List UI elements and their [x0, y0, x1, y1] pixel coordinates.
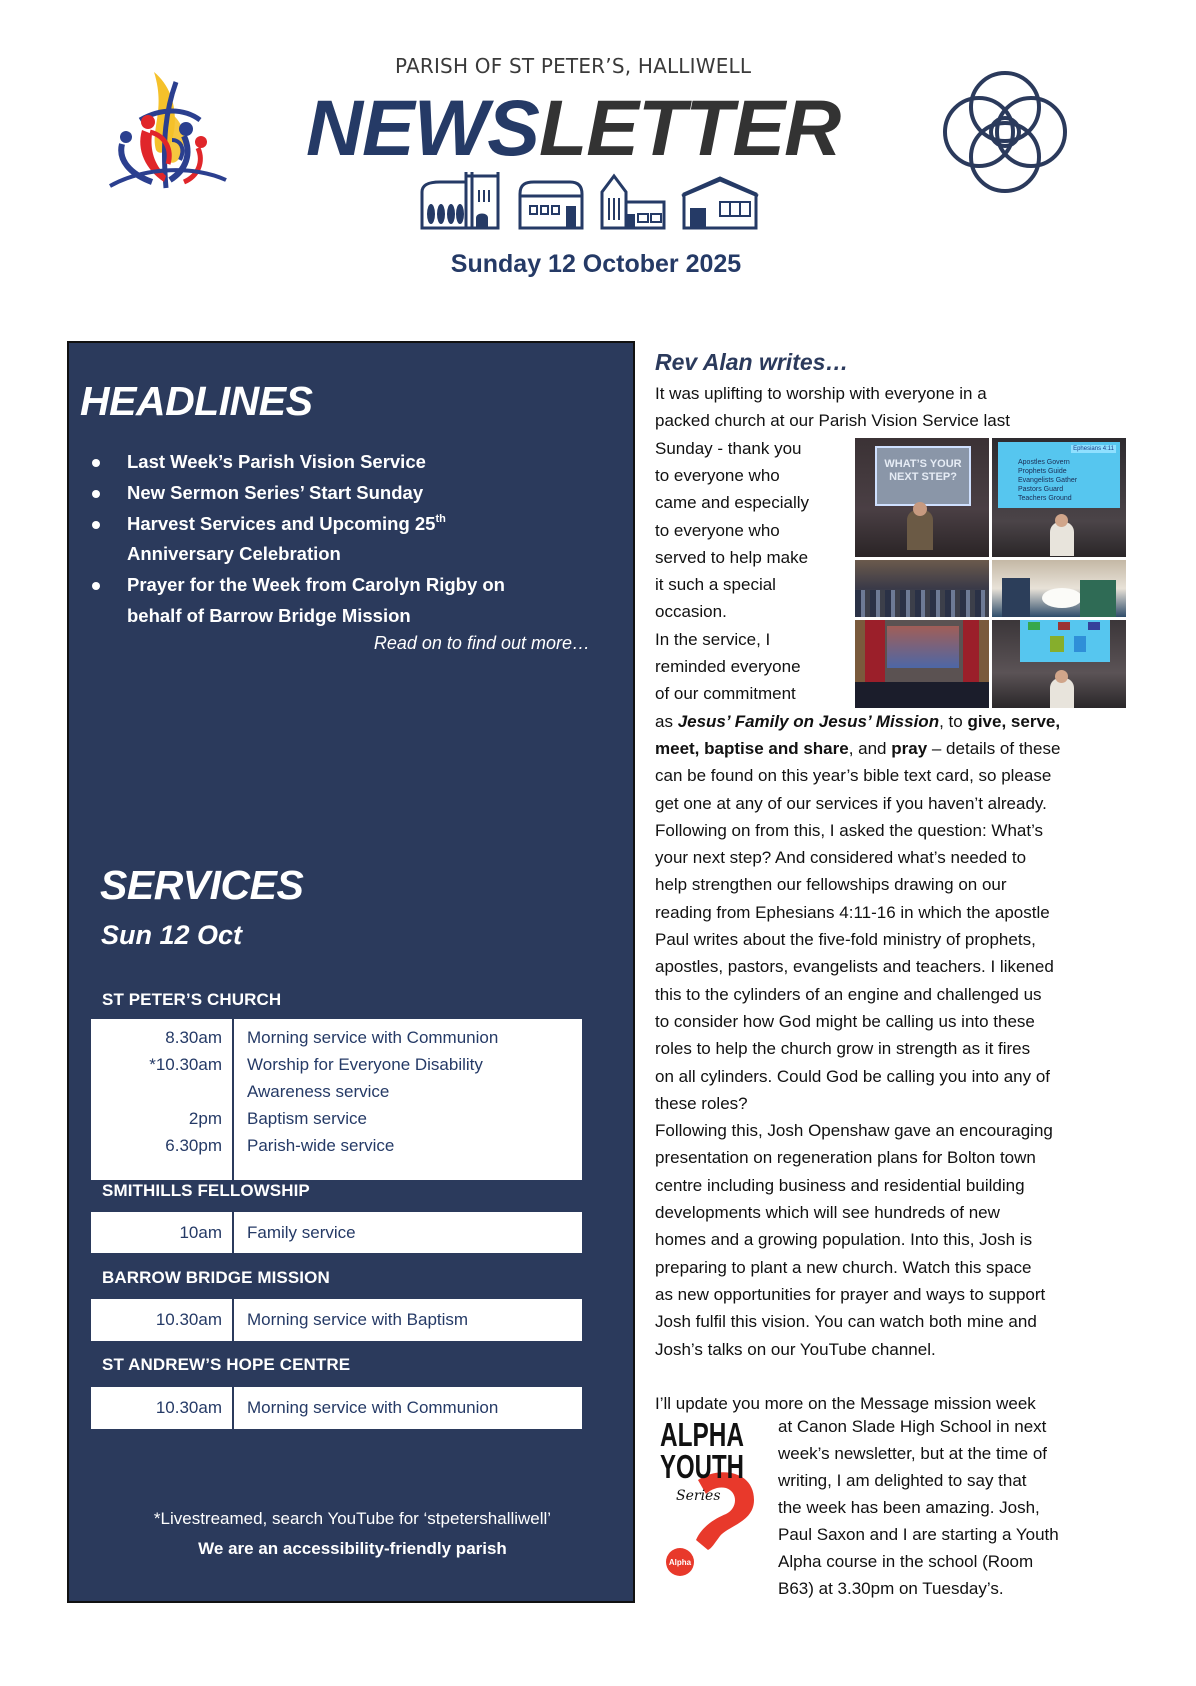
speaker-head: [1055, 514, 1068, 527]
person: [1002, 578, 1030, 617]
emphasis-text: Jesus’ Family on Jesus’ Mission: [677, 712, 940, 731]
article-line: [655, 710, 1060, 734]
article-line: Paul writes about the five-fold ministry of prophets,: [655, 930, 1036, 949]
article-line: can be found on this year’s bible text card, so please: [655, 766, 1052, 786]
article-line: Following this, Josh Openshaw gave an encouraging: [655, 1121, 1053, 1141]
bullet-icon: [92, 490, 100, 498]
screen-list-item: Pastors Guard: [1018, 486, 1064, 493]
services-date: Sun 12 Oct: [101, 920, 243, 950]
text-run: as: [655, 712, 678, 731]
service-description: Baptism service: [247, 1109, 367, 1128]
bold-text: give, serve,: [967, 712, 1061, 731]
newsletter-title-letter: LETTER: [539, 83, 841, 172]
article-line: your next step? And considered what’s needed to: [655, 848, 1027, 868]
service-time: 8.30am: [165, 1028, 222, 1047]
alpha-paragraph-line: writing, I am delighted to say that: [778, 1471, 1027, 1490]
photo-speaker-ephesians: [992, 438, 1126, 557]
icon-tile: [1050, 636, 1064, 652]
headline-text: behalf of Barrow Bridge Mission: [127, 605, 411, 626]
screen-list: [1018, 458, 1077, 503]
article-line: as new opportunities for prayer and ways to support: [655, 1284, 1046, 1304]
alpha-paragraph-line: at Canon Slade High School in next: [778, 1417, 1047, 1436]
alpha-paragraph-line: week’s newsletter, but at the time of: [778, 1444, 1047, 1463]
bold-text: meet, baptise and share: [655, 739, 849, 758]
superscript: th: [435, 513, 446, 525]
article-line: to consider how God might be calling us into these: [655, 1011, 1035, 1031]
service-description: Morning service with Communion: [247, 1398, 499, 1417]
service-table: [91, 1212, 582, 1253]
speaker-figure: [1050, 522, 1074, 556]
icon-tile: [1028, 622, 1040, 630]
service-table: [91, 1299, 582, 1341]
bullet-icon: [92, 582, 100, 590]
icon-tile: [1058, 622, 1070, 630]
alpha-paragraph-line: B63) at 3.30pm on Tuesday’s.: [778, 1579, 1004, 1598]
alpha-youth-logo: [658, 1418, 758, 1576]
article-line: to everyone who: [655, 465, 780, 485]
service-table: [91, 1019, 582, 1180]
article-line: preparing to plant a new church. Watch this space: [655, 1257, 1032, 1277]
alpha-logo-line1: ALPHA: [660, 1416, 744, 1453]
screen-heading: Ephesians 4:11: [1073, 446, 1114, 452]
newsletter-title-news: NEWS: [306, 83, 539, 172]
projector-screen: [1020, 620, 1110, 662]
headline-text: Last Week’s Parish Vision Service: [127, 451, 426, 472]
service-row: [91, 1220, 582, 1247]
speaker-head: [913, 502, 927, 516]
article-line: Following on from this, I asked the question: What’s: [655, 820, 1044, 840]
article-line: this to the cylinders of an engine and challenged us: [655, 984, 1042, 1004]
livestream-note: *Livestreamed, search YouTube for ‘stpetershalliwell’: [153, 1509, 552, 1528]
alpha-paragraph-line: Alpha course in the school (Room: [778, 1552, 1034, 1571]
service-time: 10.30am: [155, 1398, 222, 1417]
service-time: *10.30am: [149, 1055, 222, 1074]
service-row: [91, 1307, 582, 1334]
headline-text: New Sermon Series’ Start Sunday: [127, 482, 424, 503]
parish-logo: [106, 70, 234, 190]
church-buildings-icon: [420, 170, 766, 230]
text-run: – details of these: [927, 739, 1061, 758]
newsletter-title: [306, 83, 886, 172]
icon-tile: [1088, 622, 1100, 630]
article-line: it such a special: [655, 575, 776, 595]
stage: [855, 682, 989, 708]
screen-list-item: Teachers Ground: [1018, 495, 1072, 502]
alpha-logo-script: Series: [676, 1488, 721, 1504]
speaker-figure: [907, 510, 933, 550]
service-time: 10.30am: [155, 1310, 222, 1329]
headline-text: [127, 513, 446, 535]
alpha-paragraph-line: Paul Saxon and I are starting a Youth: [778, 1525, 1059, 1544]
projector-screen: [998, 442, 1120, 508]
photo-collage: [855, 438, 1126, 708]
article-line: It was uplifting to worship with everyone in a: [655, 384, 987, 403]
article-line: these roles?: [655, 1093, 748, 1113]
person: [1080, 580, 1116, 617]
photo-congregation: [855, 560, 989, 617]
accessibility-note: We are an accessibility-friendly parish: [198, 1539, 507, 1558]
projector-screen: [875, 446, 971, 506]
venue-name: ST PETER’S CHURCH: [102, 990, 282, 1009]
service-time: 6.30pm: [165, 1136, 222, 1155]
article-line: roles to help the church grow in strength as it fires: [655, 1039, 1031, 1059]
crowd: [855, 590, 989, 617]
alpha-badge-text: Alpha: [668, 1558, 692, 1567]
service-description: Morning service with Baptism: [247, 1310, 469, 1329]
headline-text: Anniversary Celebration: [127, 543, 341, 564]
article-line: Sunday - thank you: [655, 438, 802, 458]
article-line: of our commitment: [655, 684, 796, 704]
table: [1042, 588, 1082, 608]
text-run: , to: [939, 712, 968, 731]
article-line: get one at any of our services if you haven’t already.: [655, 793, 1047, 813]
article-line: to everyone who: [655, 520, 780, 540]
article-line: developments which will see hundreds of new: [655, 1203, 1000, 1222]
article-line: Josh’s talks on our YouTube channel.: [655, 1339, 936, 1359]
article-line: In the service, I: [655, 629, 771, 649]
service-description: Parish-wide service: [247, 1136, 395, 1155]
celtic-knot-logo: [943, 71, 1067, 193]
text-run: , and: [848, 739, 892, 758]
parish-name: PARISH OF ST PETER’S, HALLIWELL: [395, 54, 752, 78]
service-row: [91, 1079, 582, 1106]
bold-text: pray: [891, 739, 928, 758]
icon-tile: [1074, 636, 1086, 652]
bullet-icon: [92, 521, 100, 529]
service-table: [91, 1387, 582, 1429]
service-description: Worship for Everyone Disability: [247, 1055, 483, 1074]
screen-list-item: Apostles Govern: [1018, 459, 1070, 466]
services-title: SERVICES: [100, 862, 304, 908]
service-row: [91, 1395, 582, 1422]
service-row: [91, 1025, 582, 1052]
venue-name: ST ANDREW’S HOPE CENTRE: [102, 1355, 351, 1374]
screen-list-item: Prophets Guide: [1018, 468, 1067, 475]
article-title: Rev Alan writes…: [655, 349, 849, 375]
article-line: reading from Ephesians 4:11-16 in which the apostle: [655, 902, 1050, 922]
article-line: [655, 737, 1060, 761]
service-row: [91, 1052, 582, 1079]
screen-list-item: Evangelists Gather: [1018, 477, 1078, 484]
article-line: occasion.: [655, 602, 727, 622]
article-line: packed church at our Parish Vision Service last: [655, 411, 1010, 431]
service-description: Awareness service: [247, 1082, 390, 1101]
article-line: presentation on regeneration plans for Bolton town: [655, 1148, 1036, 1168]
article-line: apostles, pastors, evangelists and teachers. I likened: [655, 957, 1054, 977]
article-line: I’ll update you more on the Message mission week: [655, 1394, 1036, 1414]
service-time: 2pm: [188, 1109, 222, 1128]
celtic-knot-circles-logo-icon: [943, 71, 1067, 193]
venue-name: BARROW BRIDGE MISSION: [102, 1268, 330, 1287]
article-line: homes and a growing population. Into this, Josh is: [655, 1230, 1033, 1250]
headline-text-line: Harvest Services and Upcoming 25: [127, 513, 436, 534]
headlines-title: HEADLINES: [80, 378, 313, 424]
read-more-text: Read on to find out more…: [373, 633, 590, 653]
article-line: help strengthen our fellowships drawing on our: [655, 875, 1007, 895]
article-line: reminded everyone: [655, 657, 801, 676]
article-line: on all cylinders. Could God be calling you into any of: [655, 1066, 1051, 1086]
bullet-icon: [92, 459, 100, 467]
screen-text: WHAT’S YOUR NEXT STEP?: [884, 458, 962, 483]
article-line: Josh fulfil this vision. You can watch both mine and: [655, 1312, 1037, 1332]
alpha-paragraph-line: the week has been amazing. Josh,: [778, 1498, 1040, 1517]
issue-date: Sunday 12 October 2025: [450, 250, 742, 278]
alpha-logo-line2: YOUTH: [660, 1448, 744, 1485]
stage-screen: [887, 626, 959, 668]
article-line: served to help make: [655, 547, 809, 567]
service-time: 10am: [179, 1223, 222, 1242]
article-line: centre including business and residential building: [655, 1175, 1025, 1195]
photo-speaker-commitments: [992, 620, 1126, 708]
service-row: [91, 1133, 582, 1160]
photo-worship-band: [855, 620, 989, 708]
venue-name: SMITHILLS FELLOWSHIP: [102, 1181, 310, 1200]
speaker-head: [1055, 670, 1068, 683]
photo-fellowship-meal: [992, 560, 1126, 617]
service-description: Morning service with Communion: [247, 1028, 499, 1047]
parish-people-flame-cross-logo-icon: [106, 70, 234, 190]
service-row: [91, 1106, 582, 1133]
article-line: came and especially: [655, 493, 810, 513]
service-description: Family service: [247, 1223, 356, 1242]
alpha-youth-question-mark-icon: [658, 1418, 758, 1576]
photo-speaker-next-step: [855, 438, 989, 557]
headline-text: Prayer for the Week from Carolyn Rigby on: [127, 574, 505, 595]
